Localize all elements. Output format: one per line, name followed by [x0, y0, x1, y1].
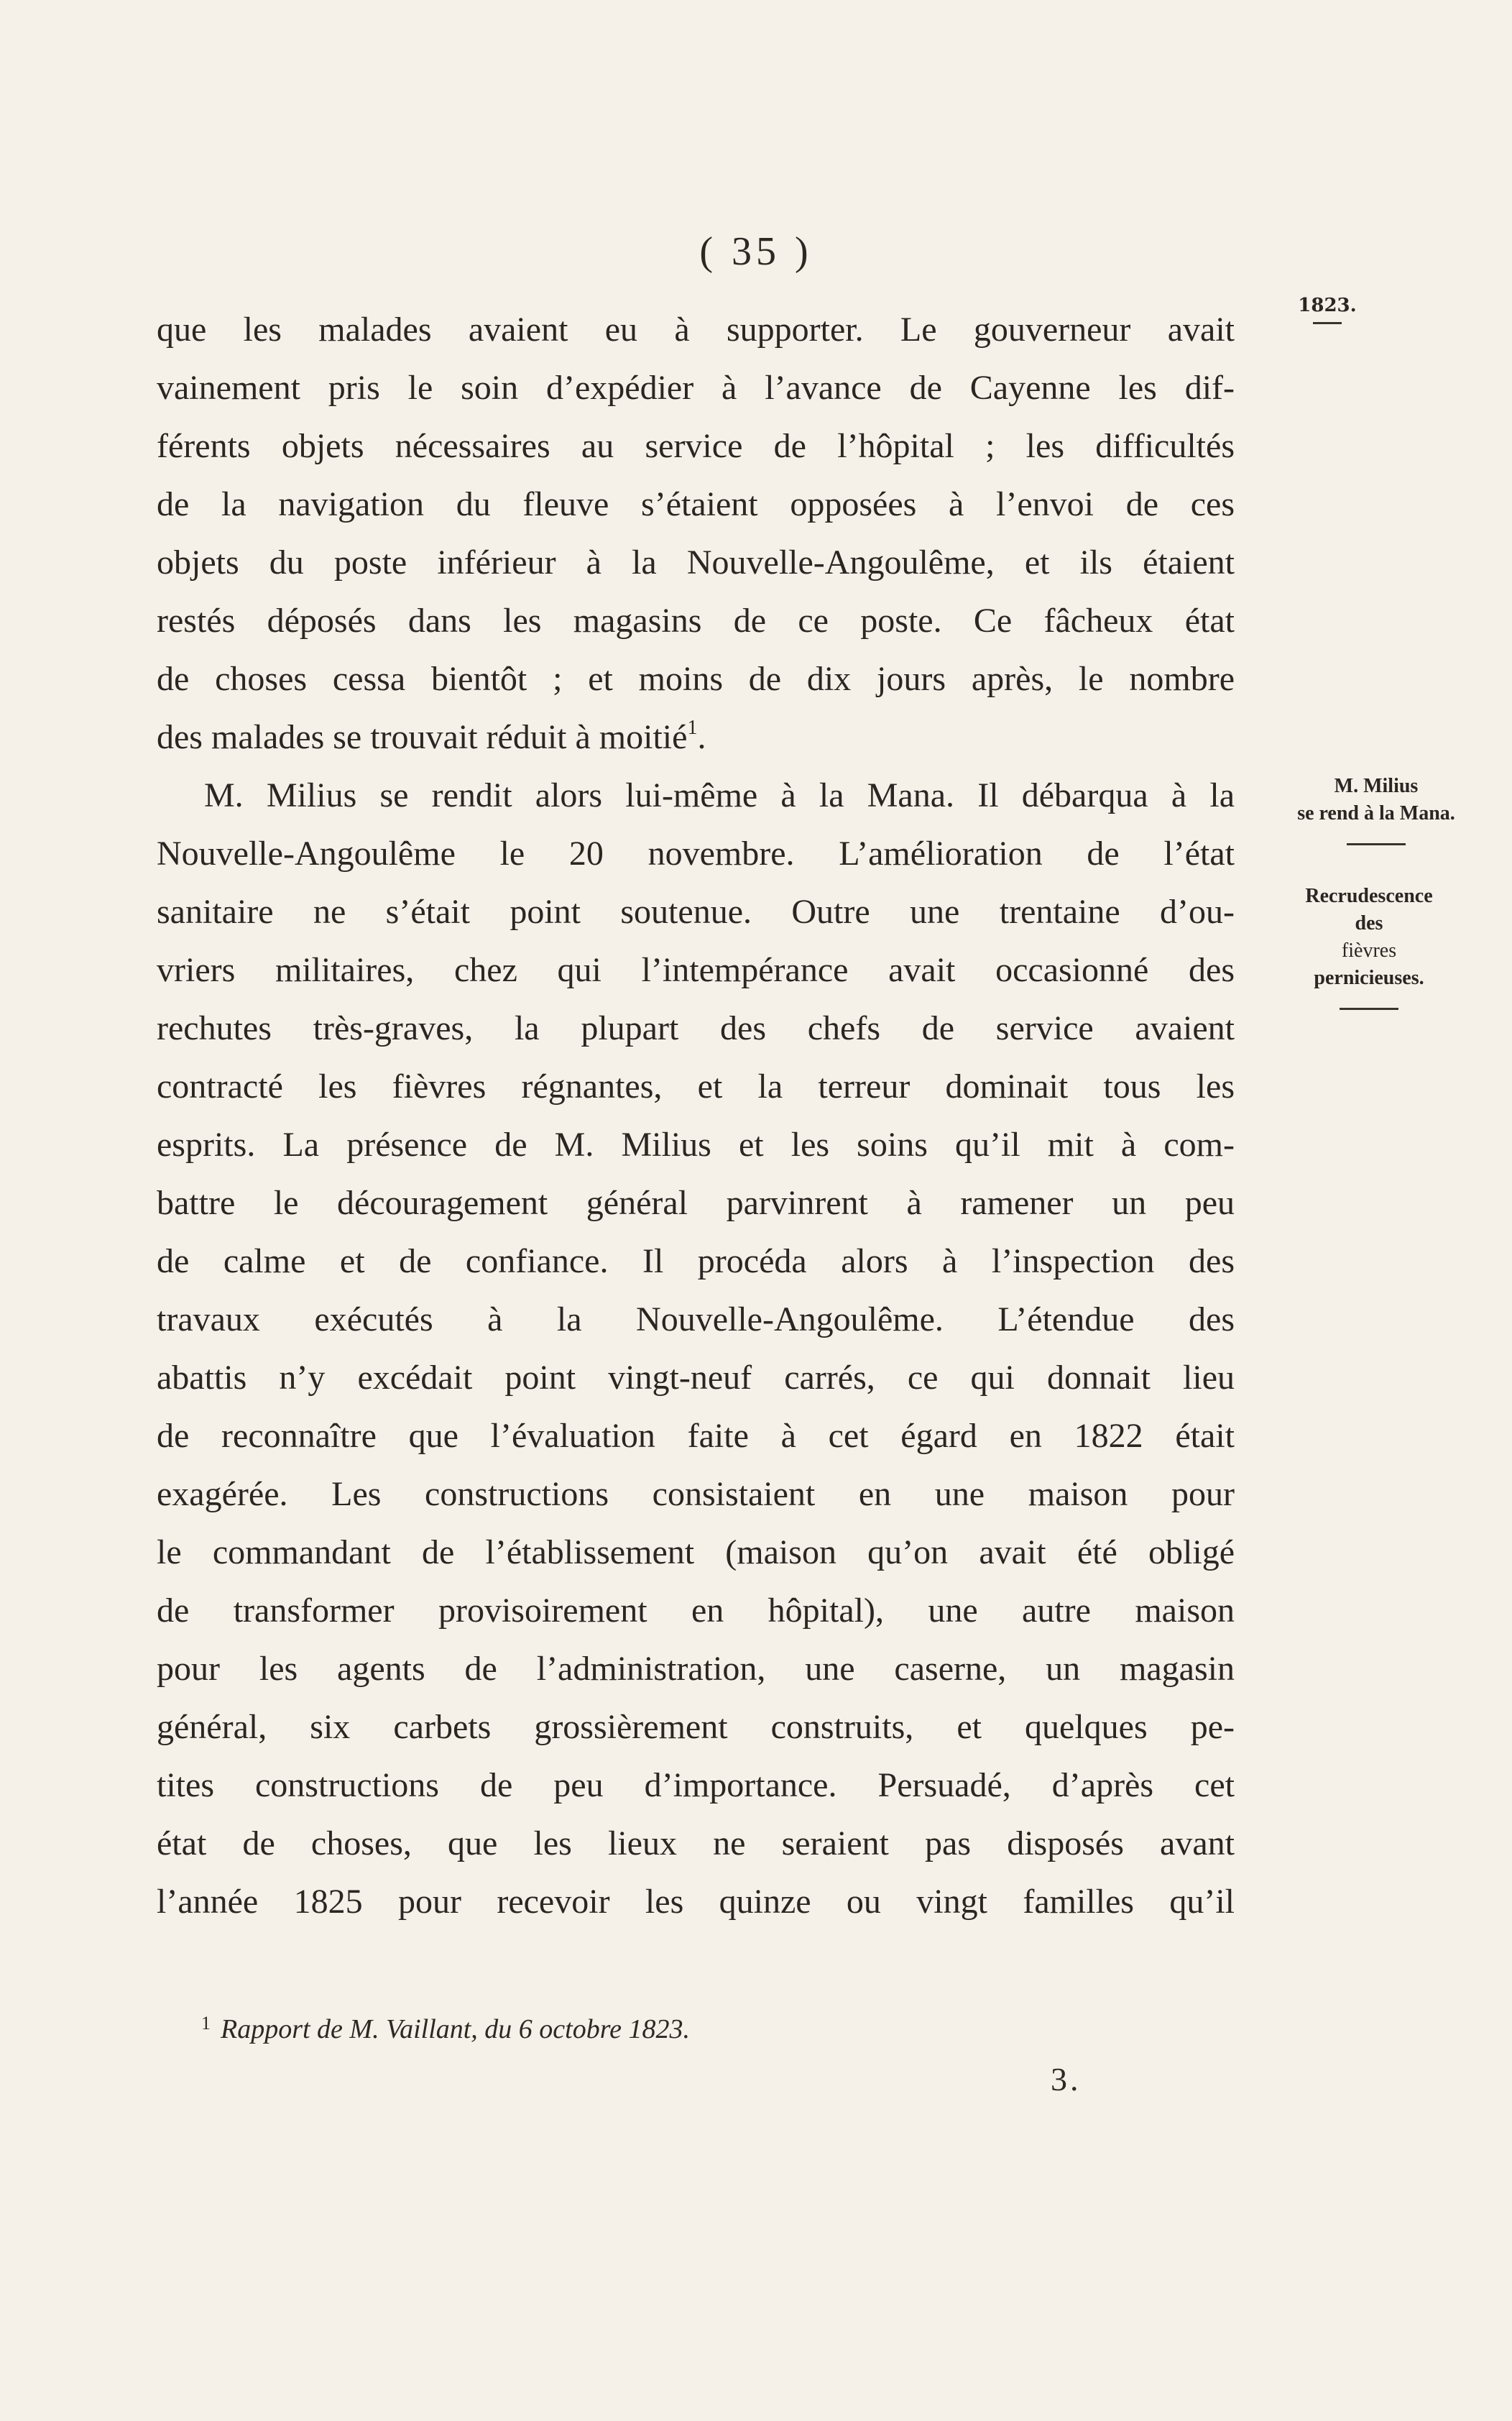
text-line: sanitaire ne s’était point soutenue. Outre une trentaine d’ou-: [157, 893, 1235, 931]
text-line: restés déposés dans les magasins de ce poste. Ce fâcheux état: [157, 602, 1235, 640]
text-line: férents objets nécessaires au service de l’hôpital ; les difficultés: [157, 427, 1235, 465]
text-line: que les malades avaient eu à supporter. Le gouverneur avait: [157, 311, 1235, 349]
margin-year: [1288, 295, 1367, 324]
text-line-content: des malades se trouvait réduit à moitié: [157, 718, 688, 756]
text-line: abattis n’y excédait point vingt-neuf carrés, ce qui donnait lieu: [157, 1359, 1235, 1397]
footnote: [201, 2013, 690, 2045]
margin-note-line: Recrudescence: [1305, 885, 1433, 907]
page-number: ( 35 ): [699, 229, 813, 274]
text-line: de la navigation du fleuve s’étaient opposées à l’envoi de ces: [157, 485, 1235, 523]
body-text: [157, 300, 1235, 1931]
text-line: l’année 1825 pour recevoir les quinze ou vingt familles qu’il: [157, 1883, 1235, 1921]
text-line: le commandant de l’établissement (maison qu’on avait été obligé: [157, 1533, 1235, 1571]
margin-note-line: des: [1355, 912, 1383, 934]
period: .: [697, 718, 706, 756]
text-line: vainement pris le soin d’expédier à l’avance de Cayenne les dif-: [157, 369, 1235, 407]
margin-rule: [1340, 1008, 1398, 1010]
signature-mark: 3.: [1051, 2061, 1082, 2098]
footnote-marker: 1: [201, 2013, 211, 2034]
text-line: vriers militaires, chez qui l’intempérance avait occasionné des: [157, 951, 1235, 989]
text-line: rechutes très-graves, la plupart des chefs de service avaient: [157, 1009, 1235, 1047]
text-line: exagérée. Les constructions consistaient en une maison pour: [157, 1475, 1235, 1513]
text-line: Nouvelle-Angoulême le 20 novembre. L’amélioration de l’état: [157, 835, 1235, 873]
margin-note-line: pernicieuses.: [1314, 967, 1424, 989]
margin-note-recrudescence: [1254, 883, 1484, 1010]
text-line: [157, 708, 1235, 766]
text-line: de choses cessa bientôt ; et moins de dix jours après, le nombre: [157, 660, 1235, 698]
text-line: général, six carbets grossièrement construits, et quelques pe-: [157, 1708, 1235, 1746]
text-line: contracté les fièvres régnantes, et la terreur dominait tous les: [157, 1067, 1235, 1106]
text-line: pour les agents de l’administration, une caserne, un magasin: [157, 1650, 1235, 1688]
text-line: objets du poste inférieur à la Nouvelle-Angoulême, et ils étaient: [157, 543, 1235, 582]
margin-note-line: fièvres: [1341, 940, 1397, 962]
text-line: tites constructions de peu d’importance. Persuadé, d’après cet: [157, 1766, 1235, 1804]
text-line: état de choses, que les lieux ne seraient pas disposés avant: [157, 1824, 1235, 1862]
text-line: de reconnaître que l’évaluation faite à cet égard en 1822 était: [157, 1417, 1235, 1455]
text-line: travaux exécutés à la Nouvelle-Angoulême. L’étendue des: [157, 1300, 1235, 1338]
text-line: de transformer provisoirement en hôpital), une autre maison: [157, 1591, 1235, 1630]
text-line: de calme et de confiance. Il procéda alors à l’inspection des: [157, 1242, 1235, 1280]
text-line: esprits. La présence de M. Milius et les soins qu’il mit à com-: [157, 1126, 1235, 1164]
margin-year-text: 1823.: [1298, 295, 1357, 316]
margin-rule: [1347, 843, 1406, 845]
footnote-reference[interactable]: 1: [687, 717, 698, 739]
margin-note-milius: [1243, 773, 1509, 845]
margin-rule: [1313, 322, 1342, 324]
margin-note-line: M. Milius: [1334, 775, 1419, 797]
footnote-text: Rapport de M. Vaillant, du 6 octobre 1823.: [221, 2014, 690, 2044]
text-line: battre le découragement général parvinrent à ramener un peu: [157, 1184, 1235, 1222]
margin-note-line: se rend à la Mana.: [1297, 802, 1455, 824]
text-line: M. Milius se rendit alors lui-même à la Mana. Il débarqua à la: [204, 776, 1235, 814]
